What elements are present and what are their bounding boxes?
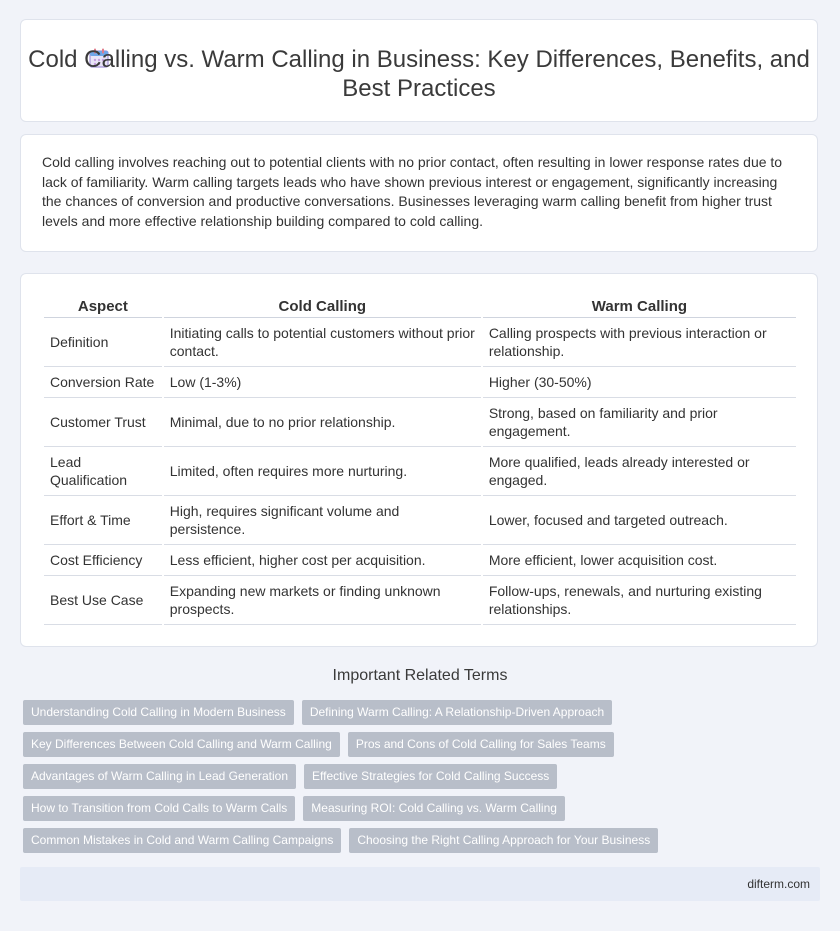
tag-row xyxy=(23,732,803,757)
table-row xyxy=(44,447,796,496)
header-warm-calling: Warm Calling xyxy=(483,296,796,318)
cold-cell: Expanding new markets or finding unknown prospects. xyxy=(164,576,481,625)
header-aspect: Aspect xyxy=(44,296,162,318)
comparison-table xyxy=(42,296,798,625)
aspect-cell: Conversion Rate xyxy=(44,367,162,398)
cold-cell: Minimal, due to no prior relationship. xyxy=(164,398,481,447)
cold-cell: Less efficient, higher cost per acquisition. xyxy=(164,545,481,576)
site-name[interactable]: difterm.com xyxy=(747,877,810,891)
table-row xyxy=(44,496,796,545)
aspect-cell: Cost Efficiency xyxy=(44,545,162,576)
related-term-link[interactable]: Common Mistakes in Cold and Warm Calling Campaigns xyxy=(23,828,341,853)
aspect-cell: Best Use Case xyxy=(44,576,162,625)
warm-cell: Higher (30-50%) xyxy=(483,367,796,398)
header-cold-calling: Cold Calling xyxy=(164,296,481,318)
related-term-link[interactable]: Measuring ROI: Cold Calling vs. Warm Calling xyxy=(303,796,565,821)
cold-cell: Initiating calls to potential customers without prior contact. xyxy=(164,318,481,367)
aspect-cell: Customer Trust xyxy=(44,398,162,447)
related-term-link[interactable]: How to Transition from Cold Calls to Warm Calls xyxy=(23,796,295,821)
warm-cell: Follow-ups, renewals, and nurturing existing relationships. xyxy=(483,576,796,625)
cold-cell: Limited, often requires more nurturing. xyxy=(164,447,481,496)
related-term-link[interactable]: Pros and Cons of Cold Calling for Sales Teams xyxy=(348,732,614,757)
table-row xyxy=(44,398,796,447)
related-term-link[interactable]: Advantages of Warm Calling in Lead Generation xyxy=(23,764,296,789)
warm-cell: Strong, based on familiarity and prior engagement. xyxy=(483,398,796,447)
related-term-link[interactable]: Choosing the Right Calling Approach for Your Business xyxy=(349,828,658,853)
table-header-row xyxy=(44,296,796,318)
intro-paragraph: Cold calling involves reaching out to potential clients with no prior contact, often resulting in lower response rates due to lack of familiarity. Warm calling targets leads who have shown previous interest or engagement, significantly increasing the chances of conversion and productive conversations. Businesses leveraging warm calling benefit from higher trust levels and more effective relationship building compared to cold calling. xyxy=(42,154,783,229)
related-term-link[interactable]: Defining Warm Calling: A Relationship-Driven Approach xyxy=(302,700,612,725)
warm-cell: More qualified, leads already interested or engaged. xyxy=(483,447,796,496)
intro-card xyxy=(20,134,818,252)
tag-row xyxy=(23,796,803,821)
related-term-link[interactable]: Understanding Cold Calling in Modern Business xyxy=(23,700,294,725)
warm-cell: More efficient, lower acquisition cost. xyxy=(483,545,796,576)
related-term-link[interactable]: Key Differences Between Cold Calling and Warm Calling xyxy=(23,732,340,757)
cold-cell: High, requires significant volume and persistence. xyxy=(164,496,481,545)
tag-row xyxy=(23,828,803,853)
footer xyxy=(20,867,820,901)
table-row xyxy=(44,576,796,625)
table-row xyxy=(44,545,796,576)
warm-cell: Lower, focused and targeted outreach. xyxy=(483,496,796,545)
title-card xyxy=(20,19,818,122)
aspect-cell: Effort & Time xyxy=(44,496,162,545)
aspect-cell: Lead Qualification xyxy=(44,447,162,496)
comparison-card xyxy=(20,273,818,647)
aspect-cell: Definition xyxy=(44,318,162,367)
page-title: Cold Calling vs. Warm Calling in Business: Key Differences, Benefits, and Best Practices xyxy=(28,46,810,102)
table-row xyxy=(44,318,796,367)
tag-row xyxy=(23,764,803,789)
warm-cell: Calling prospects with previous interaction or relationship. xyxy=(483,318,796,367)
related-term-link[interactable]: Effective Strategies for Cold Calling Success xyxy=(304,764,557,789)
related-terms-list xyxy=(23,700,803,860)
table-row xyxy=(44,367,796,398)
cold-cell: Low (1-3%) xyxy=(164,367,481,398)
tag-row xyxy=(23,700,803,725)
related-terms-heading: Important Related Terms xyxy=(332,667,508,684)
